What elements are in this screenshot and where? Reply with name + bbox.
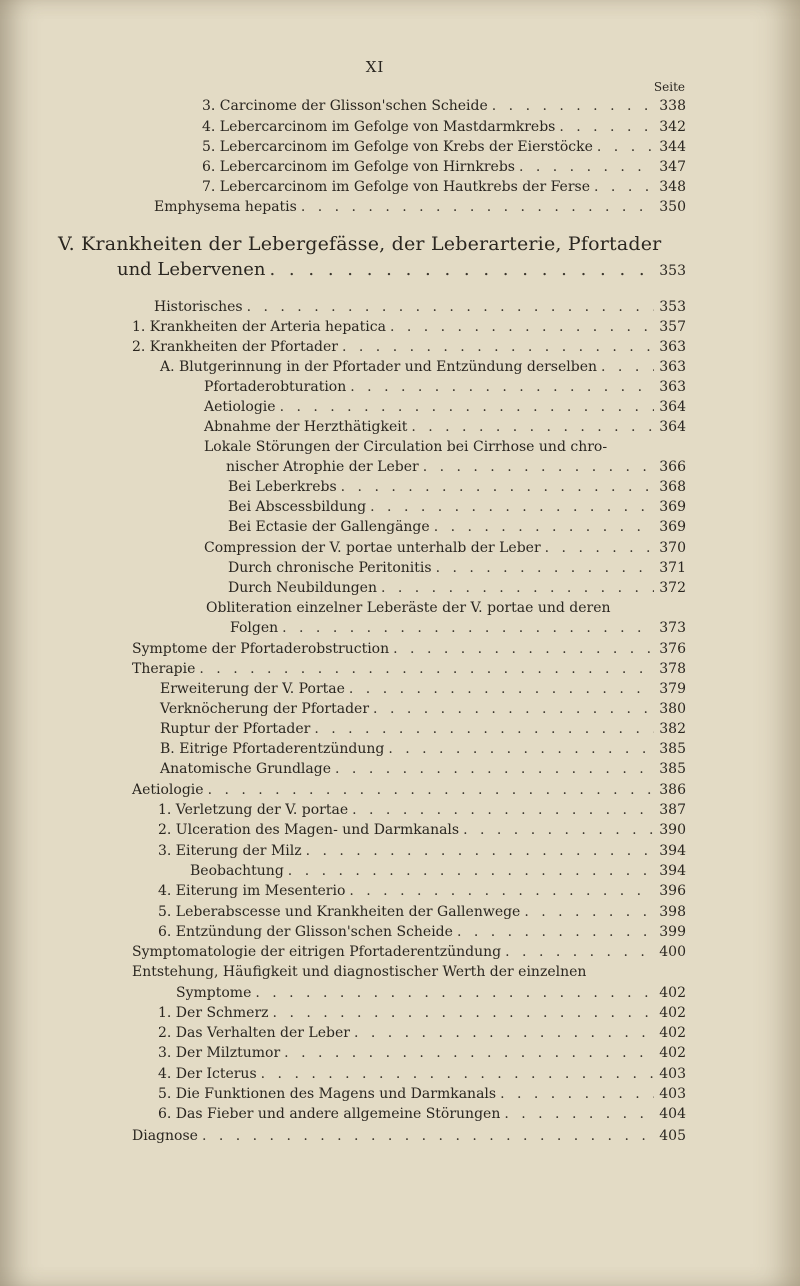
toc-entry-label: 5. Leberabscesse und Krankheiten der Gallenwege (158, 904, 521, 920)
toc-entry (204, 538, 686, 558)
dot-leader (393, 639, 654, 659)
toc-entry-label: und Lebervenen (117, 259, 266, 280)
dot-leader (559, 117, 654, 137)
toc-entry-label: Entstehung, Häufigkeit und diagnostischer Werth der einzelnen (132, 964, 587, 980)
toc-entry-label: Symptome (176, 985, 252, 1001)
toc-entry (154, 197, 686, 217)
page-column-header: Seite (653, 80, 685, 94)
dot-leader (199, 659, 654, 679)
toc-entry-page: 385 (659, 761, 686, 777)
dot-leader (381, 578, 654, 598)
toc-entry-page: 396 (659, 883, 686, 899)
toc-entry-label: Obliteration einzelner Leberäste der V. portae und deren (206, 600, 611, 616)
toc-entry-label: Historisches (154, 299, 243, 315)
toc-entry-page: 404 (659, 1106, 686, 1122)
toc-entry-label: Beobachtung (190, 863, 284, 879)
toc-entry-page: 379 (659, 681, 686, 697)
toc-entry-page: 403 (659, 1066, 686, 1082)
toc-entry (176, 983, 686, 1003)
toc-entry (228, 477, 686, 497)
toc-entry-page: 402 (659, 985, 686, 1001)
toc-entry (158, 1104, 686, 1124)
toc-entry-label: Erweiterung der V. Portae (160, 681, 345, 697)
toc-entry (158, 1023, 686, 1043)
toc-entry (158, 1003, 686, 1023)
toc-entry-label: 5. Die Funktionen des Magens und Darmkanals (158, 1086, 497, 1102)
toc-entry (132, 1126, 686, 1146)
dot-leader (261, 1064, 654, 1084)
toc-entry-label: Compression der V. portae unterhalb der Leber (204, 540, 541, 556)
toc-entry (228, 558, 686, 578)
toc-entry (132, 317, 686, 337)
toc-entry-page: 363 (659, 379, 686, 395)
toc-entry (202, 96, 686, 116)
dot-leader (273, 1003, 654, 1023)
dot-leader (269, 258, 654, 282)
toc-entry-page: 369 (659, 519, 686, 535)
toc-entry-page: 403 (659, 1086, 686, 1102)
toc-entry-page: 372 (659, 580, 686, 596)
toc-entry-label: 6. Entzündung der Glisson'schen Scheide (158, 924, 453, 940)
toc-entry-page: 369 (659, 499, 686, 515)
toc-entry-page: 402 (659, 1045, 686, 1061)
toc-entry-page: 363 (659, 359, 686, 375)
toc-entry-label: Durch Neubildungen (228, 580, 377, 596)
toc-entry-page: 373 (659, 620, 686, 636)
toc-entry-label: 3. Carcinome der Glisson'schen Scheide (202, 98, 488, 114)
toc-entry (158, 820, 686, 840)
toc-entry (228, 517, 686, 537)
dot-leader (492, 96, 654, 116)
toc-entry (158, 800, 686, 820)
toc-entry-page: 342 (659, 119, 686, 135)
dot-leader (519, 157, 654, 177)
toc-entry-label: Bei Leberkrebs (228, 479, 337, 495)
toc-entry-label: 6. Das Fieber und andere allgemeine Störungen (158, 1106, 501, 1122)
toc-entry-label: 1. Krankheiten der Arteria hepatica (132, 319, 386, 335)
toc-entry-label: Ruptur der Pfortader (160, 721, 311, 737)
toc-entry-page: 366 (659, 459, 686, 475)
toc-entry-page: 357 (659, 319, 686, 335)
dot-leader (202, 1126, 654, 1146)
toc-entry (160, 699, 686, 719)
toc-entry-page: 402 (659, 1025, 686, 1041)
toc-entry (228, 578, 686, 598)
toc-entry-label: Abnahme der Herzthätigkeit (204, 419, 408, 435)
toc-entry-page: 398 (659, 904, 686, 920)
toc-entry (160, 759, 686, 779)
toc-entry-label: Pfortaderobturation (204, 379, 347, 395)
dot-leader (314, 719, 654, 739)
toc-entry-label: Aetiologie (132, 782, 204, 798)
toc-entry (204, 397, 686, 417)
page-number: XI (365, 58, 385, 76)
toc-entry-label: 3. Der Milztumor (158, 1045, 281, 1061)
toc-entry (160, 739, 686, 759)
toc-entry (226, 457, 686, 477)
toc-entry-page: 348 (659, 179, 686, 195)
toc-entry-page: 364 (659, 399, 686, 415)
toc-entry-label: 2. Ulceration des Magen- und Darmkanals (158, 822, 460, 838)
dot-leader (423, 457, 654, 477)
toc-entry-label: Durch chronische Peritonitis (228, 560, 432, 576)
dot-leader (601, 357, 654, 377)
dot-leader (255, 983, 654, 1003)
toc-entry-label: Therapie (132, 661, 196, 677)
toc-entry-page: 385 (659, 741, 686, 757)
toc-entry-page: 380 (659, 701, 686, 717)
toc-entry-label: 2. Krankheiten der Pfortader (132, 339, 338, 355)
dot-leader (500, 1084, 654, 1104)
dot-leader (505, 942, 654, 962)
toc-entry (202, 117, 686, 137)
toc-entry-page: 347 (659, 159, 686, 175)
toc-entry-page: 350 (659, 199, 686, 215)
dot-leader (288, 861, 654, 881)
toc-entry-label: 4. Lebercarcinom im Gefolge von Mastdarmkrebs (202, 119, 556, 135)
dot-leader (284, 1043, 654, 1063)
toc-entry (158, 1043, 686, 1063)
toc-entry-label: A. Blutgerinnung in der Pfortader und Entzündung derselben (160, 359, 598, 375)
toc-entry-page: 390 (659, 822, 686, 838)
dot-leader (463, 820, 654, 840)
section-heading-continuation (117, 258, 686, 282)
toc-entry-label: Bei Ectasie der Gallengänge (228, 519, 430, 535)
toc-entry-page: 394 (659, 863, 686, 879)
toc-entry-page: 394 (659, 843, 686, 859)
toc-entry-page: 364 (659, 419, 686, 435)
toc-entry (230, 618, 686, 638)
toc-entry (160, 679, 686, 699)
toc-entry-label: nischer Atrophie der Leber (226, 459, 419, 475)
dot-leader (436, 558, 654, 578)
toc-entry (160, 719, 686, 739)
toc-entry (228, 497, 686, 517)
toc-entry-page: 363 (659, 339, 686, 355)
toc-entry-page: 405 (659, 1128, 686, 1144)
toc-entry-label: 4. Der Icterus (158, 1066, 257, 1082)
dot-leader (370, 497, 654, 517)
dot-leader (434, 517, 654, 537)
toc-entry-label: Bei Abscessbildung (228, 499, 367, 515)
toc-entry-label: Emphysema hepatis (154, 199, 297, 215)
toc-entry-page: 400 (659, 944, 686, 960)
toc-entry (158, 841, 686, 861)
dot-leader (390, 317, 654, 337)
dot-leader (341, 477, 654, 497)
dot-leader (247, 297, 654, 317)
toc-entry (204, 377, 686, 397)
toc-entry (132, 337, 686, 357)
dot-leader (349, 679, 654, 699)
dot-leader (594, 177, 654, 197)
toc-entry-page: 376 (659, 641, 686, 657)
toc-entry-label: 4. Eiterung im Mesenterio (158, 883, 346, 899)
dot-leader (306, 841, 654, 861)
dot-leader (545, 538, 654, 558)
toc-entry (202, 177, 686, 197)
toc-entry-label: Symptome der Pfortaderobstruction (132, 641, 390, 657)
toc-entry-label: Lokale Störungen der Circulation bei Cirrhose und chro- (204, 439, 608, 455)
dot-leader (335, 759, 654, 779)
toc-entry-label: 3. Eiterung der Milz (158, 843, 302, 859)
dot-leader (349, 881, 654, 901)
dot-leader (504, 1104, 654, 1124)
dot-leader (301, 197, 654, 217)
toc-entry (202, 157, 686, 177)
toc-entry-label: Folgen (230, 620, 279, 636)
toc-entry (132, 942, 686, 962)
toc-entry (190, 861, 686, 881)
dot-leader (350, 377, 654, 397)
toc-entry-label: Diagnose (132, 1128, 198, 1144)
toc-entry-page: 370 (659, 540, 686, 556)
toc-entry-label: Anatomische Grundlage (160, 761, 332, 777)
toc-entry (158, 922, 686, 942)
toc-entry-label: Aetiologie (204, 399, 276, 415)
toc-entry (158, 1084, 686, 1104)
toc-entry-page: 382 (659, 721, 686, 737)
toc-entry-page: 378 (659, 661, 686, 677)
toc-entry-page: 402 (659, 1005, 686, 1021)
toc-entry-label: Symptomatologie der eitrigen Pfortaderentzündung (132, 944, 502, 960)
section-heading: V. Krankheiten der Lebergefässe, der Leberarterie, Pfortader (58, 233, 662, 255)
toc-entry-page: 338 (659, 98, 686, 114)
toc-entry (154, 297, 686, 317)
toc-entry (132, 659, 686, 679)
dot-leader (411, 417, 654, 437)
toc-entry (158, 1064, 686, 1084)
toc-entry-label: 7. Lebercarcinom im Gefolge von Hautkrebs der Ferse (202, 179, 591, 195)
toc-entry (158, 881, 686, 901)
toc-entry-page: 353 (659, 263, 686, 279)
toc-entry (132, 780, 686, 800)
dot-leader (280, 397, 654, 417)
toc-entry-page: 386 (659, 782, 686, 798)
toc-entry (204, 417, 686, 437)
toc-entry-label: Verknöcherung der Pfortader (160, 701, 370, 717)
toc-entry-page: 387 (659, 802, 686, 818)
dot-leader (524, 902, 654, 922)
toc-entry-page: 368 (659, 479, 686, 495)
dot-leader (352, 800, 654, 820)
toc-entry (132, 639, 686, 659)
toc-entry-label: 5. Lebercarcinom im Gefolge von Krebs der Eierstöcke (202, 139, 593, 155)
toc-entry-label: 1. Der Schmerz (158, 1005, 269, 1021)
dot-leader (354, 1023, 654, 1043)
dot-leader (282, 618, 654, 638)
toc-entry (160, 357, 686, 377)
dot-leader (373, 699, 654, 719)
dot-leader (388, 739, 654, 759)
toc-entry-page: 344 (659, 139, 686, 155)
toc-entry-label: B. Eitrige Pfortaderentzündung (160, 741, 385, 757)
toc-entry-label: 1. Verletzung der V. portae (158, 802, 349, 818)
toc-entry (202, 137, 686, 157)
dot-leader (208, 780, 654, 800)
dot-leader (342, 337, 654, 357)
dot-leader (457, 922, 654, 942)
toc-entry-page: 371 (659, 560, 686, 576)
toc-entry-page: 399 (659, 924, 686, 940)
toc-entry-label: 2. Das Verhalten der Leber (158, 1025, 350, 1041)
toc-entry-page: 353 (659, 299, 686, 315)
toc-entry-label: 6. Lebercarcinom im Gefolge von Hirnkrebs (202, 159, 515, 175)
toc-entry (158, 902, 686, 922)
dot-leader (597, 137, 654, 157)
